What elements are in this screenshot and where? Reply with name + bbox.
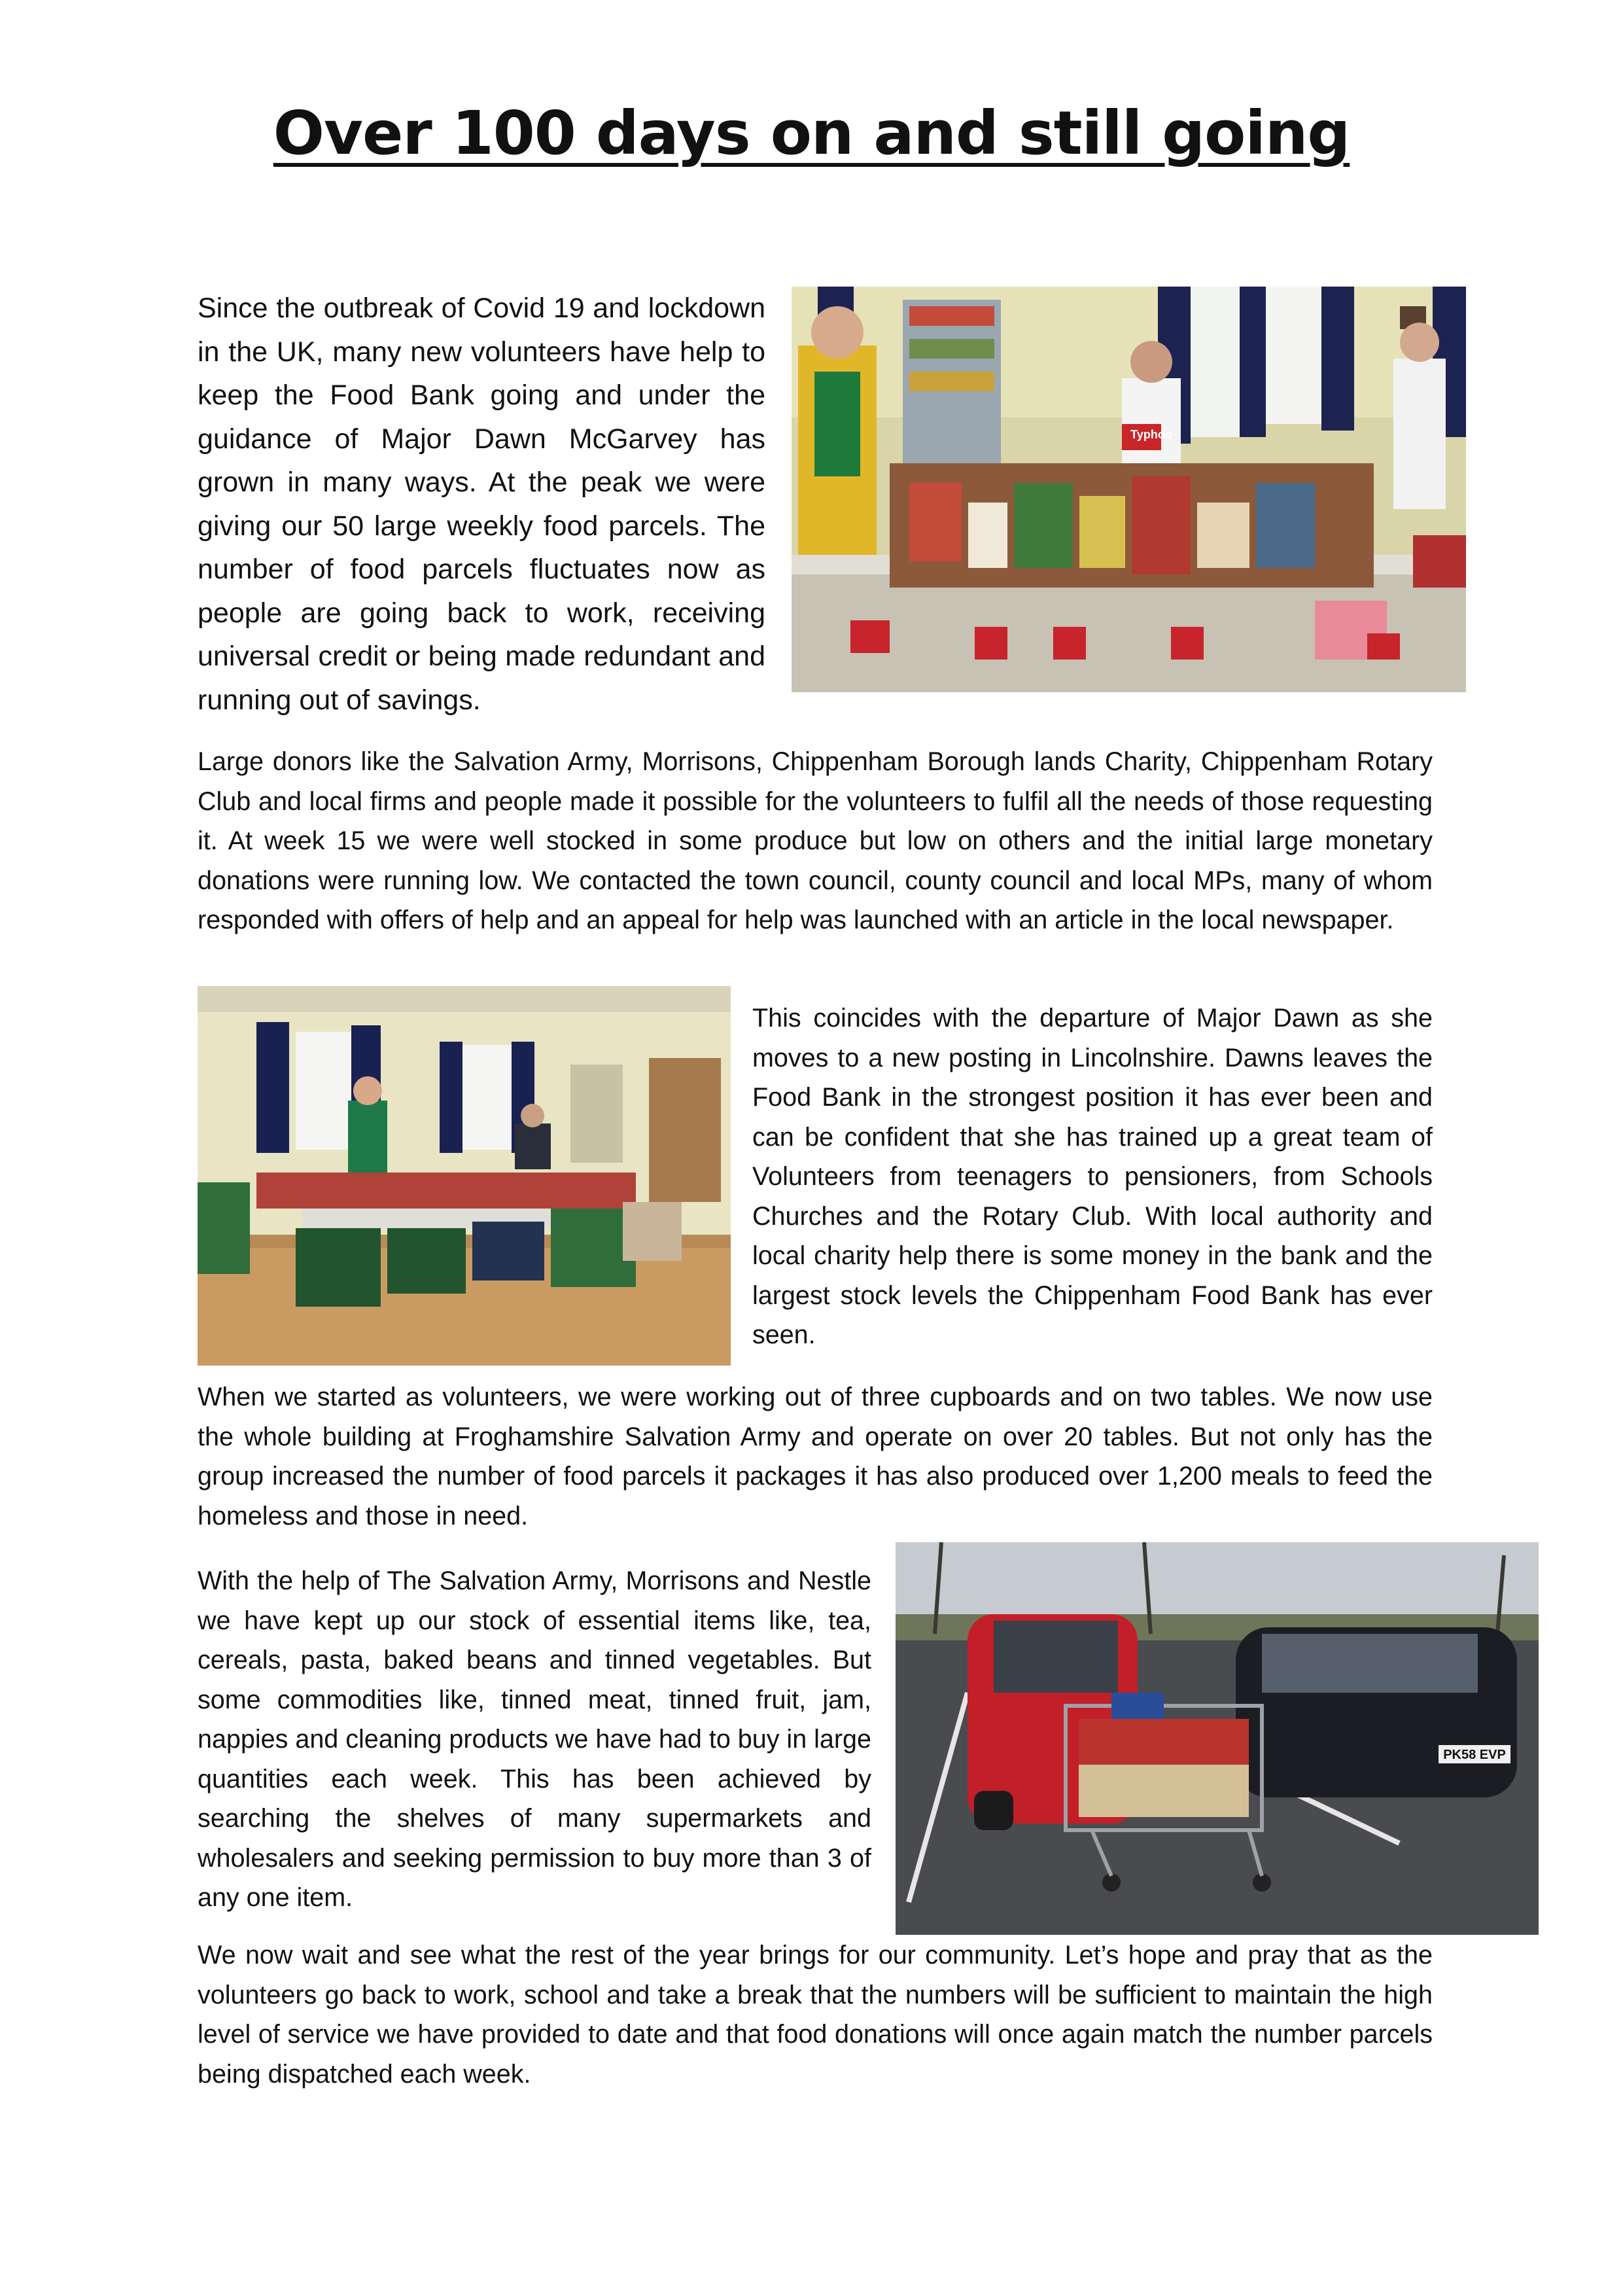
page-title: Over 100 days on and still going [273,98,1350,168]
paragraph-donors: Large donors like the Salvation Army, Morrisons, Chippenham Borough lands Charity, Chippenham Rotary Club and local firms and people made it possible for the volunteers to fulfil all the needs of those requesting it. At week 15 we were well stocked in some produce but low on others and the initial large monetary donations were running low. We contacted the town council, county council and local MPs, many of whom responded with offers of help and an appeal for help was launched with an article in the local newspaper. [198,747,1433,934]
number-plate: PK58 EVP [1443,1748,1506,1762]
paragraph-departure: This coincides with the departure of Major Dawn as she moves to a new posting in Lincolnshire. Dawns leaves the Food Bank in the strongest position it has ever been and can be confident that she has trained up a great team of Volunteers from teenagers to pensioners, from Schools Churches and the Rotary Club. With local authority and local charity help there is some money in the bank and the largest stock levels the Chippenham Food Bank has ever seen. [752,1004,1433,1349]
food-bank-hall-photo [198,986,731,1366]
paragraph-outbreak: Since the outbreak of Covid 19 and lockdown in the UK, many new volunteers have help to keep the Food Bank going and under the guidance of Major Dawn McGarvey has grown in many ways. At the peak we were giving our 50 large weekly food parcels. The number of food parcels fluctuates now as people are going back to work, receiving universal credit or being made redundant and running out of savings. [198,292,765,716]
paragraph-growth: When we started as volunteers, we were working out of three cupboards and on two tables. We now use the whole building at Froghamshire Salvation Army and operate on over 20 tables. But not only has the group increased the number of food parcels it packages it has also produced over 1,200 meals to feed the homeless and those in need. [198,1383,1433,1530]
paragraph-future: We now wait and see what the rest of the year brings for our community. Let’s hope and pray that as the volunteers go back to work, school and take a break that the numbers will be sufficient to maintain the high level of service we have provided to date and that food donations will once again match the number parcels being dispatched each week. [198,1941,1433,2089]
trolley-car-park-photo [896,1542,1539,1935]
volunteers-with-food-photo [792,287,1466,692]
typhoo-box-label: Typhoo [1130,428,1172,441]
paragraph-stock: With the help of The Salvation Army, Morrisons and Nestle we have kept up our stock of essential items like, tea, cereals, pasta, baked beans and tinned vegetables. But some commodities like, tinned meat, tinned fruit, jam, nappies and cleaning products we have had to buy in large quantities each week. This has been achieved by searching the shelves of many supermarkets and wholesalers and seeking permission to buy more than 3 of any one item. [198,1566,871,1912]
